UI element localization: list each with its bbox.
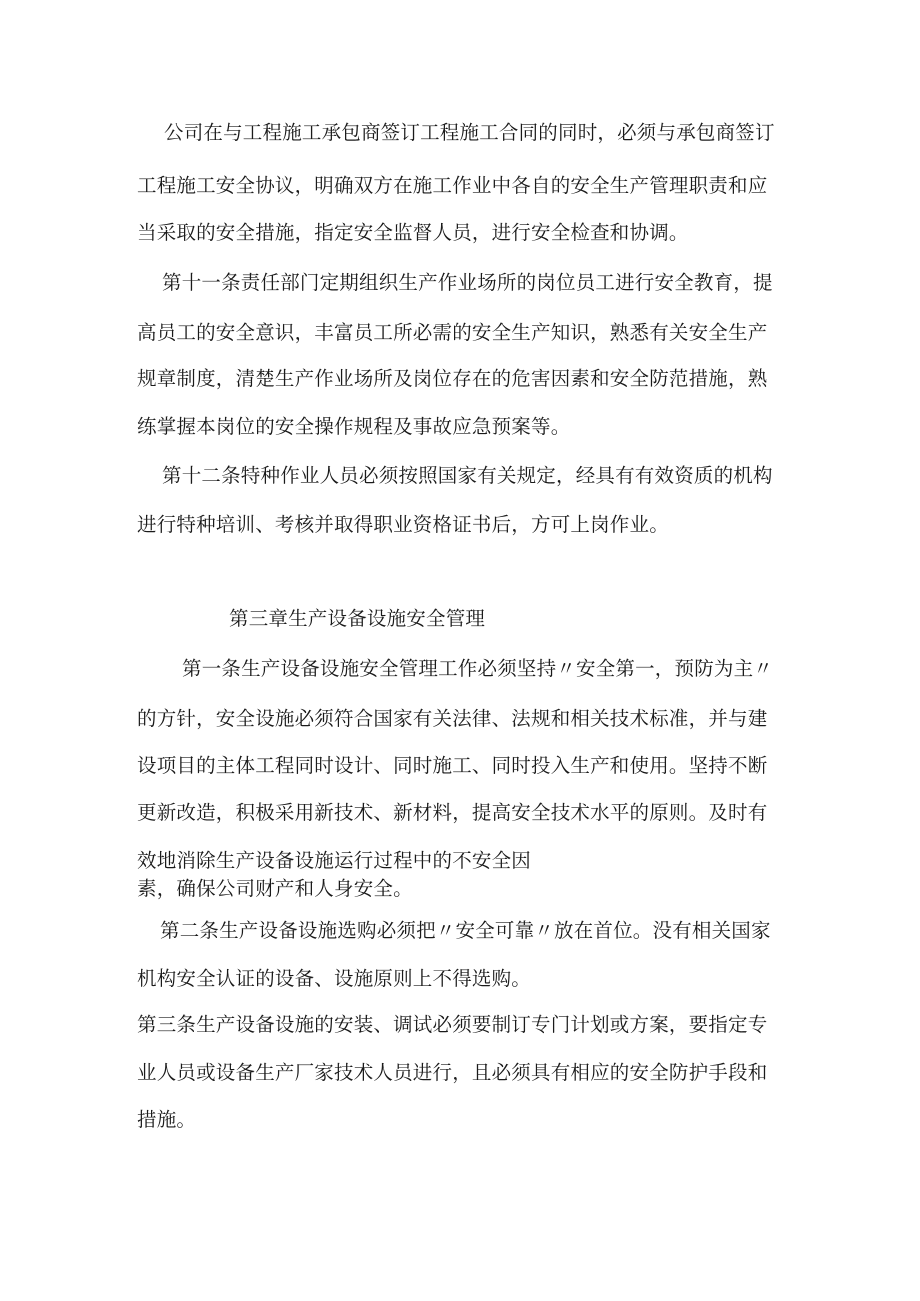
paragraph-3-line-1: 第十二条特种作业人员必须按照国家有关规定，经具有有效资质的机构 <box>162 464 773 487</box>
article-1-line-4: 更新改造，积极采用新技术、新材料，提高安全技术水平的原则。及时有 <box>137 801 768 824</box>
article-1-line-2: 的方针，安全设施必须符合国家有关法律、法规和相关技术标准，并与建 <box>137 707 768 730</box>
article-3-line-2: 业人员或设备生产厂家技术人员进行，且必须具有相应的安全防护手段和 <box>137 1061 768 1084</box>
article-1-line-3: 设项目的主体工程同时设计、同时施工、同时投入生产和使用。坚持不断 <box>137 754 768 777</box>
article-1-line-1: 第一条生产设备设施安全管理工作必须坚持〃安全第一，预防为主〃 <box>182 657 774 680</box>
paragraph-1-line-3: 当采取的安全措施，指定安全监督人员，进行安全检查和协调。 <box>137 221 689 244</box>
article-3-line-3: 措施。 <box>137 1108 197 1131</box>
article-2-line-1: 第二条生产设备设施选购必须把〃安全可靠〃放在首位。没有相关国家 <box>160 919 771 942</box>
article-3-line-1: 第三条生产设备设施的安装、调试必须要制订专门计划或方案，要指定专 <box>137 1013 768 1036</box>
paragraph-3-line-2: 进行特种培训、考核并取得职业资格证书后，方可上岗作业。 <box>137 513 669 536</box>
article-1-line-6: 素，确保公司财产和人身安全。 <box>137 877 413 900</box>
paragraph-1-line-2: 工程施工安全协议，明确双方在施工作业中各自的安全生产管理职责和应 <box>137 174 768 197</box>
paragraph-2-line-2: 高员工的安全意识，丰富员工所必需的安全生产知识，熟悉有关安全生产 <box>137 321 768 344</box>
paragraph-1-line-1: 公司在与工程施工承包商签订工程施工合同的同时，必须与承包商签订 <box>164 121 775 144</box>
chapter-title: 第三章生产设备设施安全管理 <box>229 607 486 630</box>
paragraph-2-line-4: 练掌握本岗位的安全操作规程及事故应急预案等。 <box>137 415 571 438</box>
article-2-line-2: 机构安全认证的设备、设施原则上不得选购。 <box>137 967 532 990</box>
article-1-line-5: 效地消除生产设备设施运行过程中的不安全因 <box>137 849 532 872</box>
paragraph-2-line-3: 规章制度，清楚生产作业场所及岗位存在的危害因素和安全防范措施，熟 <box>137 367 768 390</box>
paragraph-2-line-1: 第十一条责任部门定期组织生产作业场所的岗位员工进行安全教育，提 <box>162 271 773 294</box>
